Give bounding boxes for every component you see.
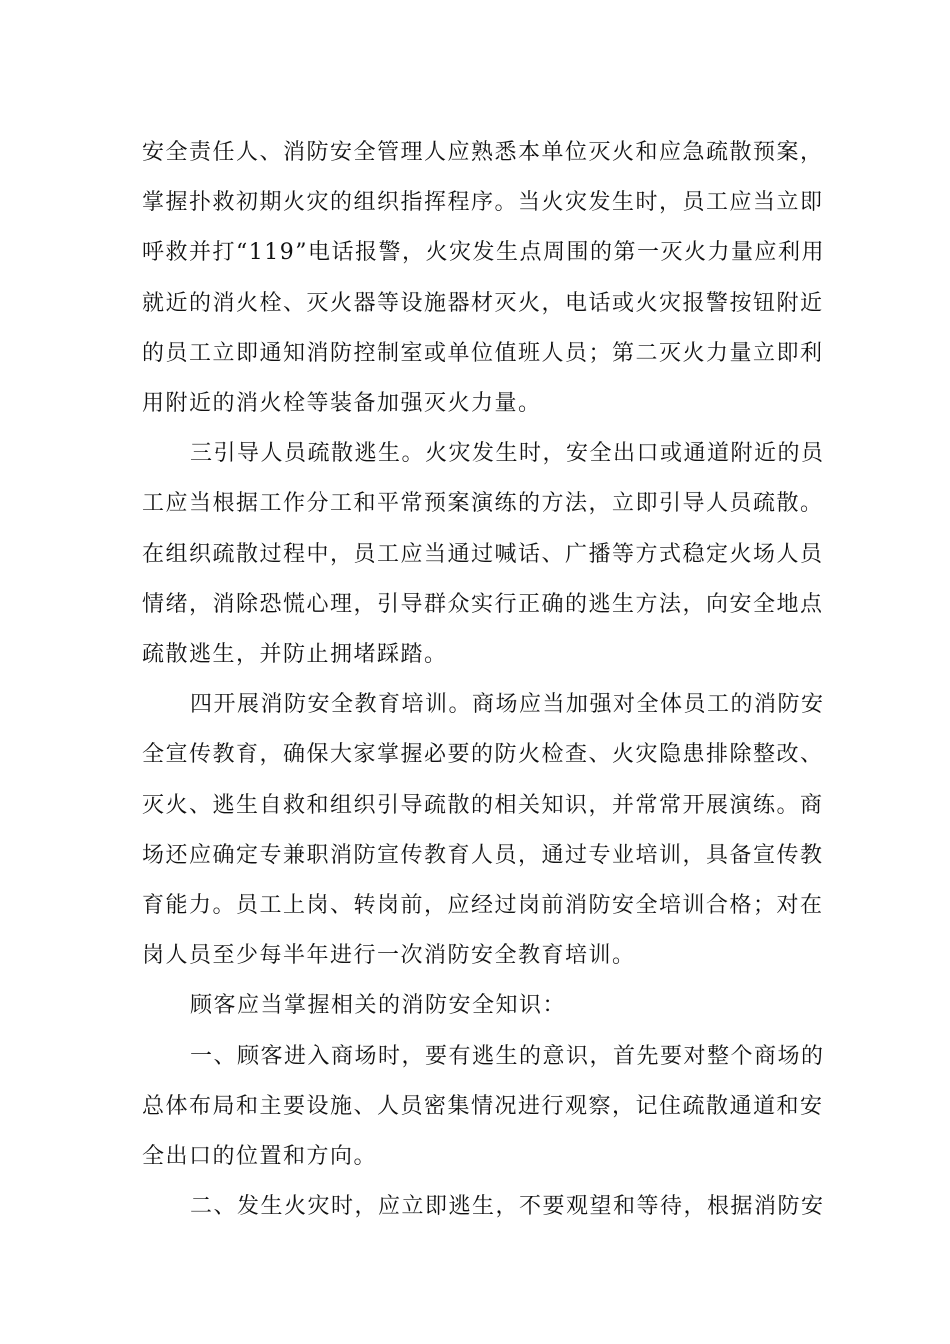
text-line: 全出口的位置和方向。 bbox=[142, 1144, 378, 1170]
paragraph-1 bbox=[142, 128, 825, 429]
text-line: 呼救并打“119”电话报警，火灾发生点周围的第一灭火力量应利用 bbox=[142, 240, 825, 266]
paragraph-2 bbox=[142, 429, 825, 680]
text-line: 岗人员至少每半年进行一次消防安全教育培训。 bbox=[142, 943, 636, 969]
text-line: 安全责任人、消防安全管理人应熟悉本单位灭火和应急疏散预案， bbox=[142, 140, 824, 165]
text-line: 二、发生火灾时，应立即逃生，不要观望和等待，根据消防安 bbox=[190, 1194, 825, 1220]
text-line: 情绪，消除恐慌心理，引导群众实行正确的逃生方法，向安全地点 bbox=[142, 591, 824, 617]
document-body bbox=[142, 128, 825, 1232]
text-line: 工应当根据工作分工和平常预案演练的方法，立即引导人员疏散。 bbox=[142, 491, 824, 517]
text-line: 的员工立即通知消防控制室或单位值班人员；第二灭火力量立即利 bbox=[142, 340, 824, 366]
text-line: 总体布局和主要设施、人员密集情况进行观察，记住疏散通道和安 bbox=[142, 1093, 824, 1119]
paragraph-3 bbox=[142, 680, 825, 981]
paragraph-4 bbox=[142, 981, 812, 1031]
paragraph-5 bbox=[142, 1032, 825, 1183]
text-line: 就近的消火栓、灭火器等设施器材灭火，电话或火灾报警按钮附近 bbox=[142, 290, 824, 316]
text-line: 掌握扑救初期火灾的组织指挥程序。当火灾发生时，员工应当立即 bbox=[142, 190, 824, 216]
text-line: 顾客应当掌握相关的消防安全知识： bbox=[190, 993, 567, 1019]
text-line: 在组织疏散过程中，员工应当通过喊话、广播等方式稳定火场人员 bbox=[142, 541, 824, 567]
text-line: 场还应确定专兼职消防宣传教育人员，通过专业培训，具备宣传教 bbox=[142, 842, 824, 868]
text-line: 三引导人员疏散逃生。火灾发生时，安全出口或通道附近的员 bbox=[190, 441, 825, 467]
text-line: 一、顾客进入商场时，要有逃生的意识，首先要对整个商场的 bbox=[190, 1043, 825, 1069]
text-line: 疏散逃生，并防止拥堵踩踏。 bbox=[142, 642, 448, 668]
text-line: 育能力。员工上岗、转岗前，应经过岗前消防安全培训合格；对在 bbox=[142, 893, 824, 919]
text-line: 用附近的消火栓等装备加强灭火力量。 bbox=[142, 391, 542, 417]
paragraph-6 bbox=[142, 1182, 825, 1232]
text-line: 全宣传教育，确保大家掌握必要的防火检查、火灾隐患排除整改、 bbox=[142, 742, 824, 768]
text-line: 灭火、逃生自救和组织引导疏散的相关知识，并常常开展演练。商 bbox=[142, 792, 824, 818]
text-line: 四开展消防安全教育培训。商场应当加强对全体员工的消防安 bbox=[190, 692, 825, 718]
